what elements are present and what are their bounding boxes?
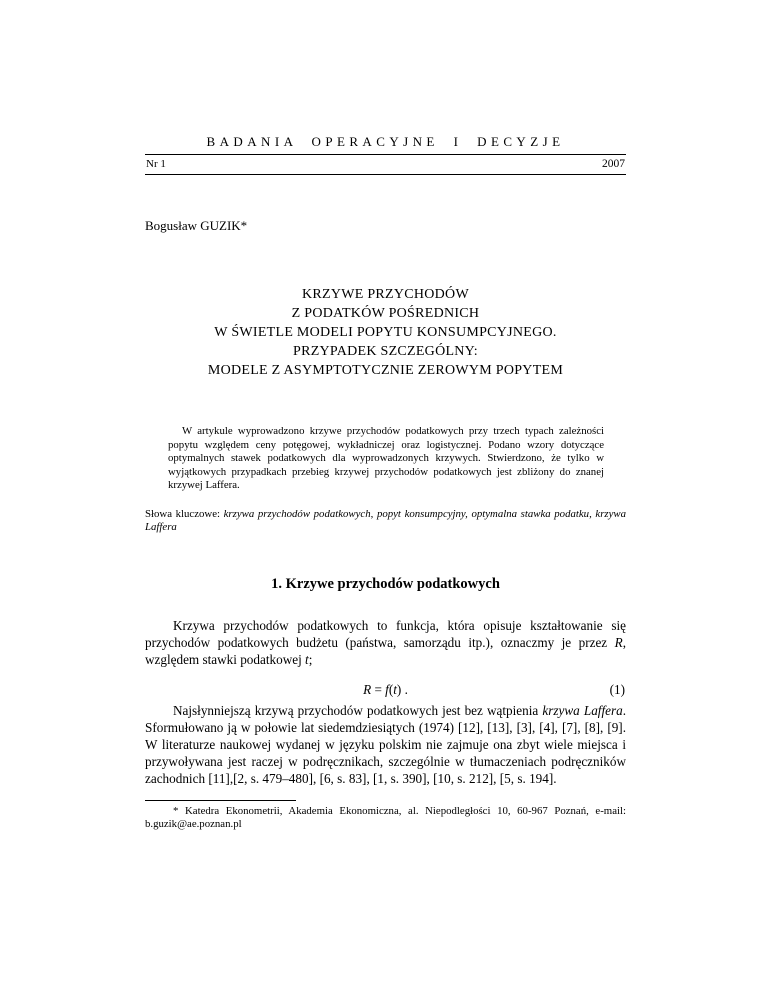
title-line-4: PRZYPADEK SZCZEGÓLNY:	[293, 344, 478, 359]
title-line-5: MODELE Z ASYMPTOTYCZNIE ZEROWYM POPYTEM	[207, 363, 564, 378]
issue-year: 2007	[602, 158, 625, 170]
journal-name: BADANIA OPERACYJNE I DECYZJE	[206, 134, 565, 149]
issue-row	[145, 155, 626, 174]
keywords-text: krzywa przychodów podatkowych, popyt konsumpcyjny, optymalna stawka podatku, krzywa Laffera	[145, 507, 626, 533]
title-line-1: KRZYWE PRZYCHODÓW	[302, 287, 469, 302]
paragraph-2: Najsłynniejszą krzywą przychodów podatkowych jest bez wątpienia krzywa Laffera. Sformułowano ją w połowie lat siedemdziesiątych (1974) [12], [13], [3], [4], [7], [8], [9]. W literaturze naukowej wydanej w języku polskim nie zajmuje ona zbyt wiele miejsca i przywoływana jest raczej w podręcznikach, szczególnie w tłumaczeniach podręczników zachodnich [11],[2, s. 479–480], [6, s. 83], [1, s. 390], [10, s. 212], [5, s. 194].	[145, 702, 626, 786]
page-content	[145, 134, 626, 832]
footnote-text: * Katedra Ekonometrii, Akademia Ekonomiczna, al. Niepodległości 10, 60-967 Poznań, e-mail: b.guzik@ae.poznan.pl	[145, 804, 626, 831]
equation-body: R = f(t) .	[363, 681, 408, 697]
paper-title	[145, 285, 626, 380]
equation	[145, 681, 626, 698]
footnote	[145, 800, 626, 832]
keywords-label: Słowa kluczowe:	[145, 507, 224, 520]
equation-number: (1)	[609, 681, 625, 697]
abstract-text: W artykule wyprowadzono krzywe przychodów podatkowych przy trzech typach zależności popytu względem ceny potęgowej, wykładniczej oraz logistycznej. Podano wzory dotyczące optymalnych stawek podatkowych dla wyprowadzonych krzywych. Stwierdzono, że tylko w wyjątkowych przypadkach przebieg krzywej przychodów podatkowych jest zbliżony do znanej krzywej Laffera.	[168, 425, 604, 491]
abstract	[145, 425, 626, 493]
title-line-3: W ŚWIETLE MODELI POPYTU KONSUMPCYJNEGO.	[214, 325, 557, 340]
author-name: Bogusław GUZIK*	[145, 218, 248, 233]
section-heading: 1. Krzywe przychodów podatkowych	[271, 575, 500, 592]
title-line-2: Z PODATKÓW POŚREDNICH	[291, 306, 480, 321]
issue-number: Nr 1	[146, 158, 166, 170]
footnote-rule	[145, 800, 296, 801]
paragraph-1: Krzywa przychodów podatkowych to funkcja, która opisuje kształtowanie się przychodów podatkowych budżetu (państwa, samorządu itp.), oznaczmy je przez R, względem stawki podatkowej t;	[145, 617, 626, 667]
header-rule-bottom	[145, 174, 626, 175]
keywords	[145, 508, 626, 535]
